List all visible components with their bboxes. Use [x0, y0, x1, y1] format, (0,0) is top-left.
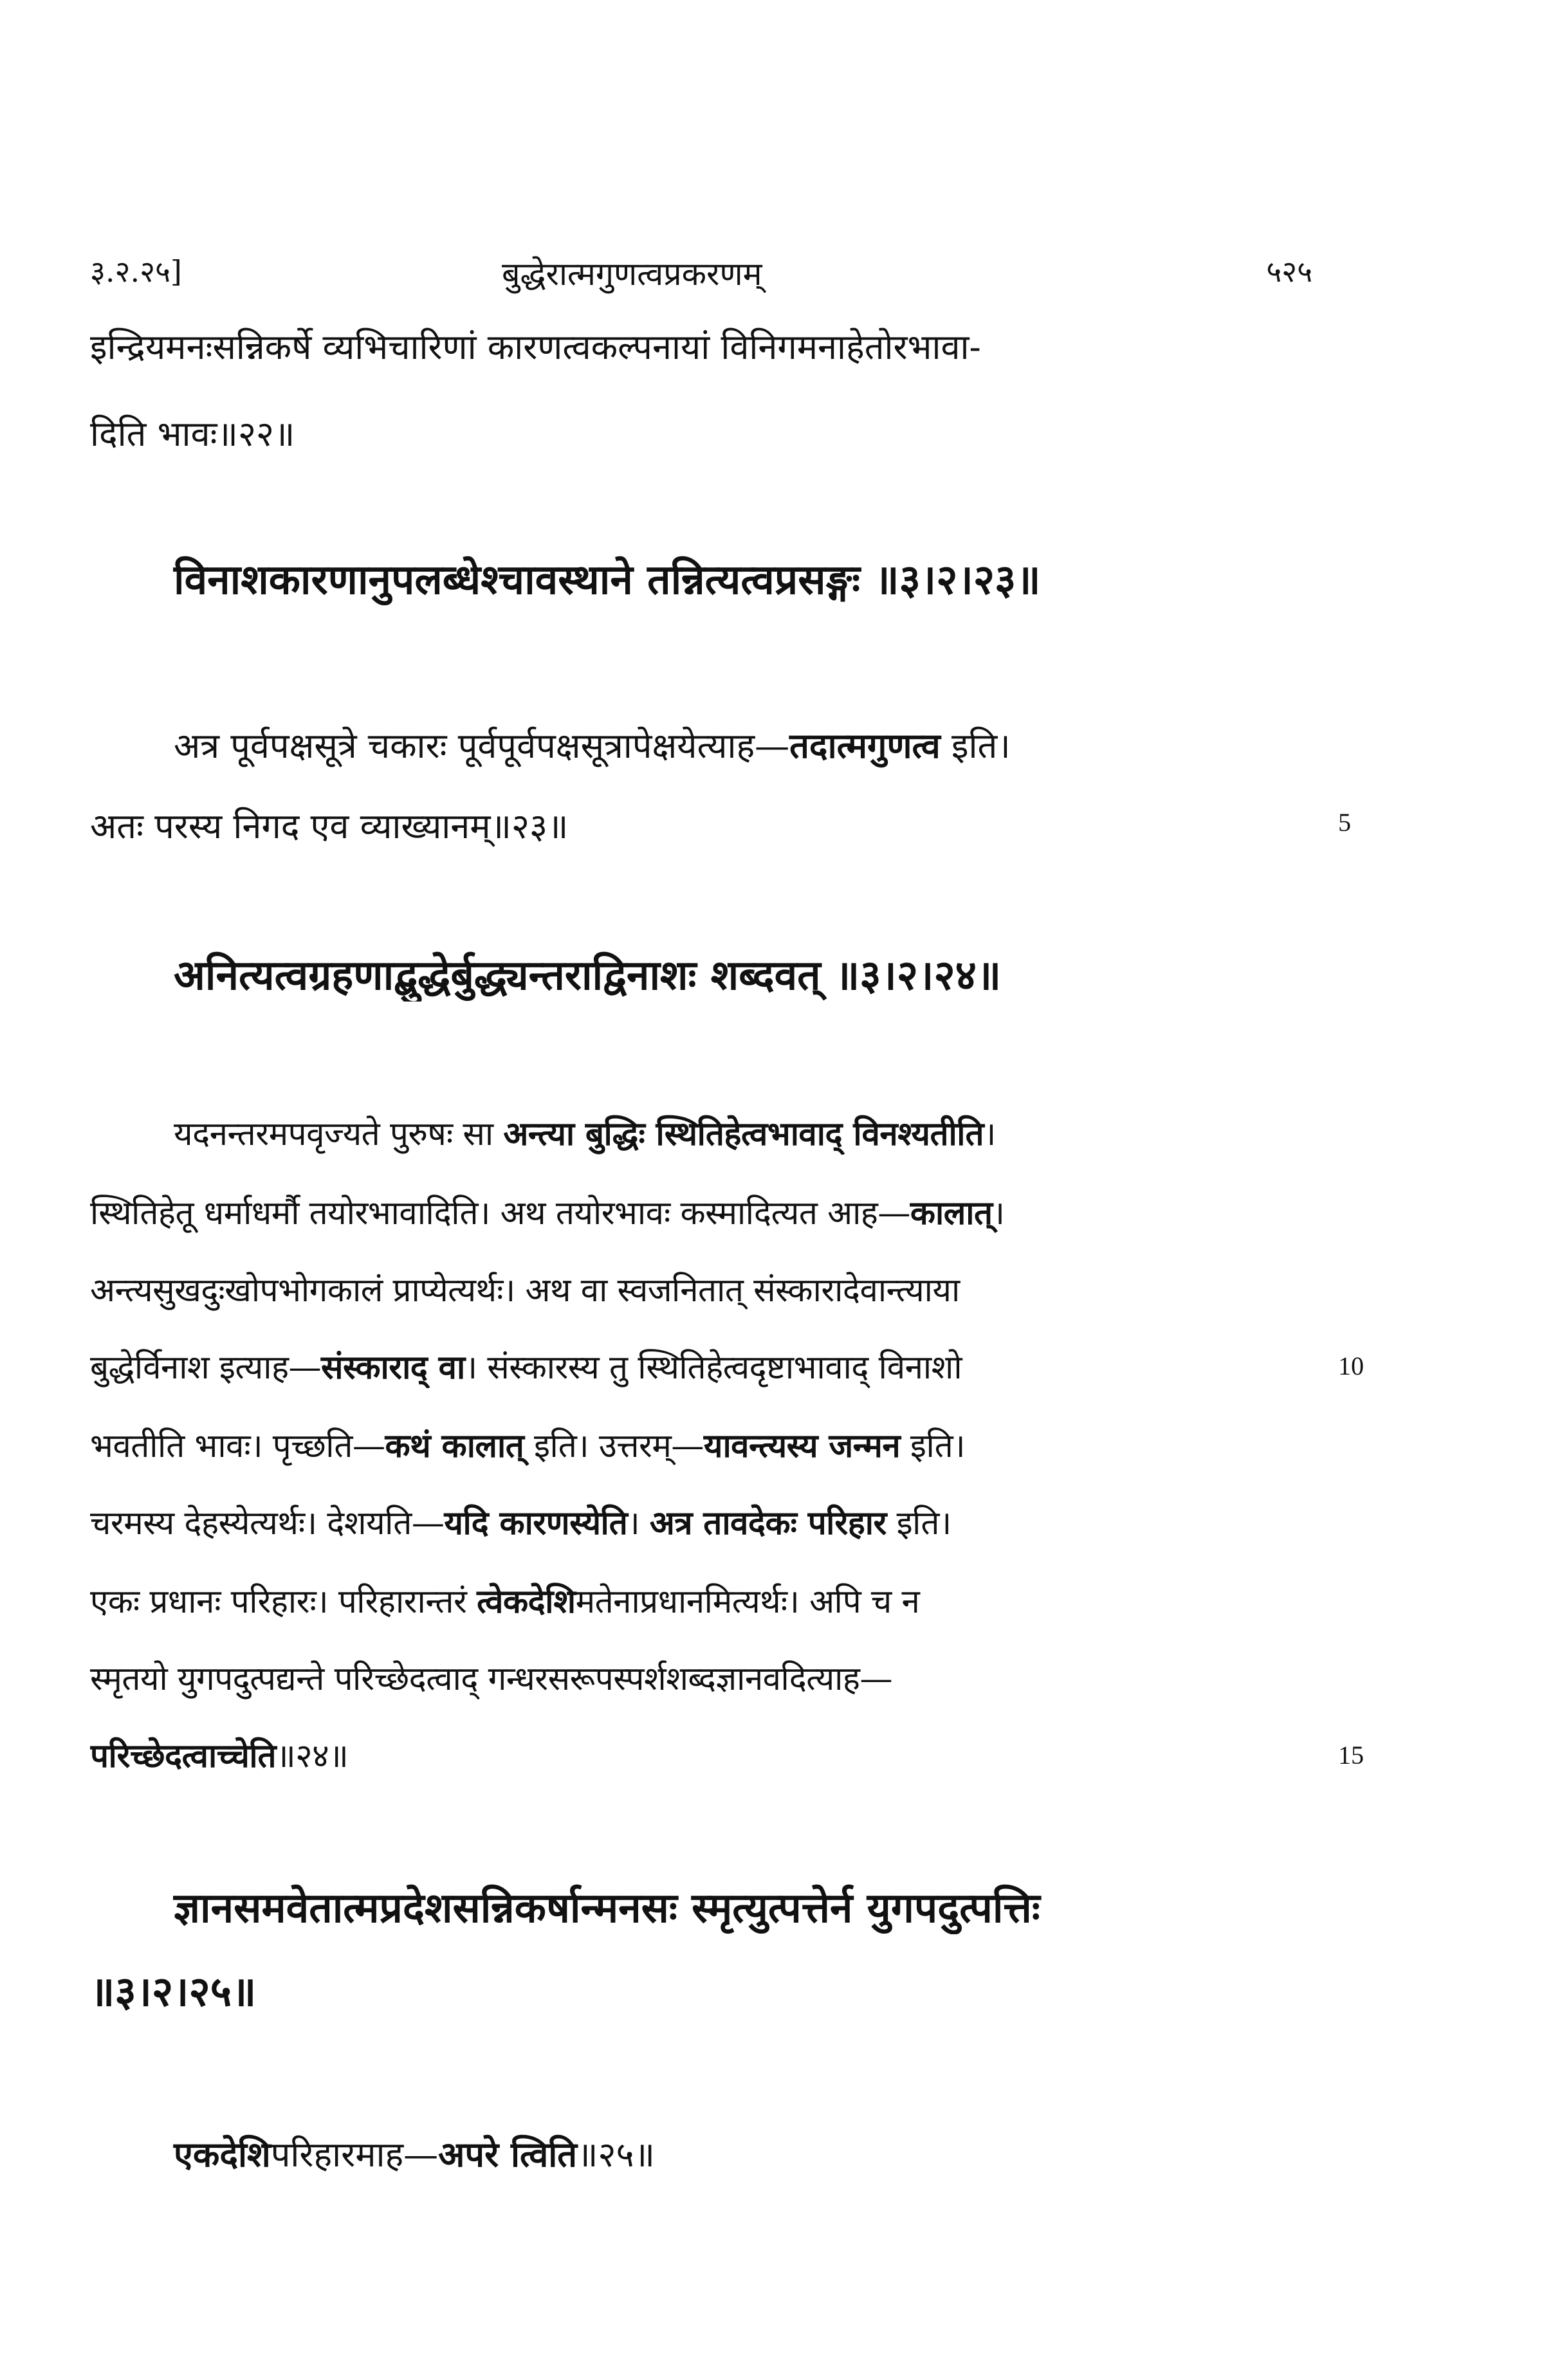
text-run: इति। उत्तरम्—	[524, 1427, 704, 1465]
bold-run: कालात्	[910, 1194, 993, 1232]
para2-text: अत्र पूर्वपक्षसूत्रे चकारः पूर्वपूर्वपक्षसूत्रापेक्षयेत्याह—	[174, 726, 790, 766]
para4-line1	[90, 2129, 1383, 2177]
text-run: भवतीति भावः। पृच्छति—	[90, 1427, 385, 1465]
bold-run: कथं कालात्	[385, 1427, 524, 1465]
bold-run: यावन्त्यस्य जन्मन	[703, 1427, 901, 1465]
line-number-15: 15	[1338, 1741, 1364, 1770]
para3-line8: स्मृतयो युगपदुत्पद्यन्ते परिच्छेदत्वाद् गन्धरसरूपस्पर्शशब्दज्ञानवदित्याह—	[90, 1660, 892, 1698]
bold-run: यदि कारणस्येति	[444, 1504, 628, 1542]
sutra-25-line1: ज्ञानसमवेतात्मप्रदेशसन्निकर्षान्मनसः स्मृत्युत्पत्तेर्न युगपदुत्पत्तिः	[174, 1884, 1040, 1932]
running-header	[90, 251, 1312, 302]
text-run: ॥२५॥	[577, 2134, 655, 2175]
para2-emphasis: तदात्मगुणत्व	[789, 725, 941, 766]
para3-line3: अन्त्यसुखदुःखोपभोगकालं प्राप्येत्यर्थः। अथ वा स्वजनितात् संस्कारादेवान्त्याया	[90, 1272, 960, 1310]
page-number: ५२५	[1266, 254, 1312, 289]
text-run: इति।	[886, 1505, 951, 1542]
line-number-5: 5	[1338, 808, 1351, 837]
para3-line7	[90, 1577, 1300, 1622]
text-run: ।	[984, 1115, 996, 1153]
para3-line2	[90, 1189, 1300, 1234]
running-title: बुद्धेरात्मगुणत्वप्रकरणम्	[502, 255, 762, 293]
para3-line1	[90, 1110, 1383, 1155]
para2-line1	[90, 720, 1383, 768]
bold-run: परिच्छेदत्वाच्चेति	[90, 1737, 277, 1775]
text-run: यदनन्तरमपवृज्यते पुरुषः सा	[174, 1115, 504, 1153]
text-run: चरमस्य देहस्येत्यर्थः। देशयति—	[90, 1505, 445, 1542]
para1-line1: इन्द्रियमनःसन्निकर्षे व्यभिचारिणां कारणत्वकल्पनायां विनिगमनाहेतोरभावा-	[90, 327, 981, 367]
text-run: । संस्कारस्य तु स्थितिहेत्वदृष्टाभावाद् विनाशो	[464, 1349, 962, 1387]
line-number-10: 10	[1338, 1351, 1364, 1380]
bold-run: अन्त्या बुद्धिः स्थितिहेत्वभावाद् विनश्यतीति	[503, 1115, 984, 1153]
text-run: ॥२४॥	[276, 1737, 349, 1775]
para3-line4	[90, 1343, 1300, 1388]
bold-run: त्वेकदेशि	[477, 1582, 576, 1621]
text-run: बुद्धेर्विनाश इत्याह—	[90, 1349, 322, 1387]
text-run: इति।	[900, 1427, 966, 1465]
para2-line2: अतः परस्य निगद एव व्याख्यानम्॥२३॥	[90, 806, 569, 847]
sutra-23: विनाशकारणानुपलब्धेश्चावस्थाने तन्नित्यत्वप्रसङ्गः ॥३।२।२३॥	[174, 556, 1041, 604]
para3-line6	[90, 1499, 1300, 1544]
text-run: ।	[992, 1195, 1005, 1232]
para1-line2: दिति भावः॥२२॥	[90, 414, 295, 454]
bold-run: संस्काराद् वा	[321, 1348, 465, 1387]
sutra-24: अनित्यत्वग्रहणाद्बुद्धेर्बुद्ध्यन्तराद्विनाशः शब्दवत् ॥३।२।२४॥	[174, 951, 1002, 1000]
text-run: एकः प्रधानः परिहारः। परिहारान्तरं	[90, 1583, 477, 1621]
sutra-25-line2: ॥३।२।२५॥	[90, 1968, 257, 2016]
bold-run: अपरे त्विति	[438, 2134, 578, 2175]
para3-line5	[90, 1422, 1300, 1467]
bold-run: अत्र तावदेकः परिहार	[649, 1504, 887, 1542]
bold-run: एकदेशि	[174, 2134, 271, 2175]
para3-line9	[90, 1732, 1300, 1777]
text-run: स्थितिहेतू धर्माधर्मौ तयोरभावादिति। अथ तयोरभावः कस्मादित्यत आह—	[90, 1195, 910, 1232]
para2-text-end: इति।	[940, 726, 1011, 766]
text-run: परिहारमाह—	[270, 2134, 439, 2175]
text-run: मतेनाप्रधानमित्यर्थः। अपि च न	[575, 1583, 920, 1621]
section-reference: ३.२.२५]	[90, 254, 182, 289]
text-run: ।	[627, 1505, 650, 1542]
